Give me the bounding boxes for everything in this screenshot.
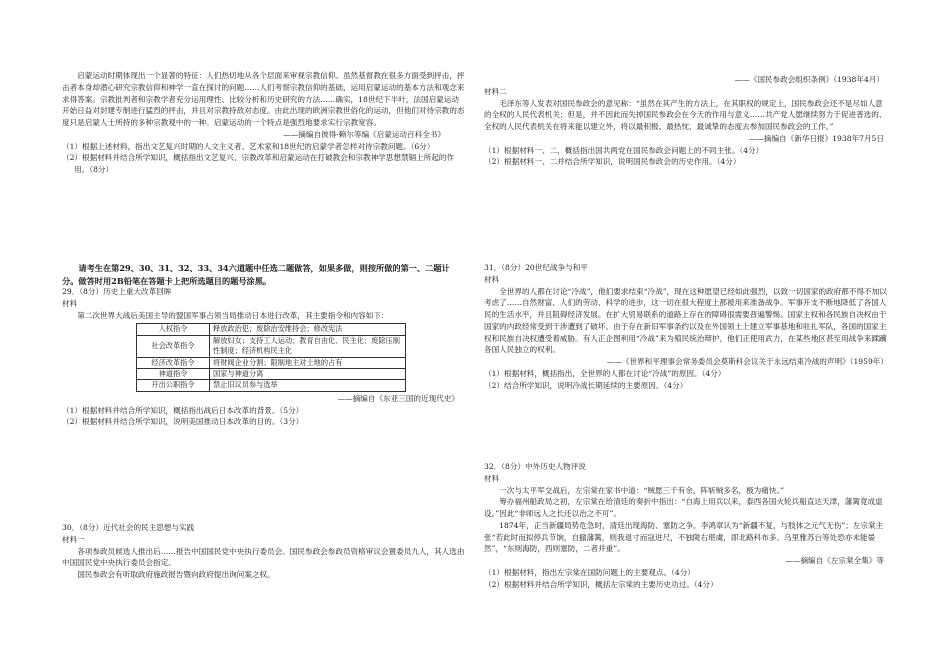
enlightenment-question-1: （1）根据上述材料，指出文艺复兴时期的人文主义者、艺术家和18世纪的启蒙学者怎样对待宗教问题。（6分）: [62, 141, 435, 151]
elective-instruction-block: [62, 262, 465, 287]
q32-source: ——摘编自《左宗棠全集》等: [785, 556, 884, 566]
q29-intro: 第二次世界大战后美国主导的盟国军事占领当局推动日本进行改革，其主要指令和内容如下：: [77, 310, 389, 320]
reform-content: 禁止旧议员参与选举: [210, 380, 406, 391]
reform-table: [136, 323, 406, 392]
elective-instruction: 请考生在第29、30、31、32、33、34六道题中任选二题做答，如果多做，则按所做的第一、二题计分。做答时用2B铅笔在答题卡上把所选题目的题号涂黑。: [62, 263, 450, 286]
table-row: [137, 357, 406, 368]
q29-question-2: （2）根据材料并结合所学知识，说明美国推动日本改革的目的。（3分）: [62, 417, 304, 427]
q32-question-1: （1）根据材料，指出左宗棠在国防问题上的主要观点。（4分）: [484, 567, 695, 577]
q30-title: 30．（8分）近代社会的民主思想与实践: [62, 523, 195, 532]
q31-paragraph: 全世界的人都在讨论“冷战”，他们要求结束“冷战”，现在这种愿望已经如此强烈，以致一切国家的政府都不得不加以考虑了……自然财富、人们的劳动、科学的进步，这一切在很大程度上都被用来准备战争。军事开支不断地降低了各国人民的生活水平，并且阻碍经济发展。在扩大贸易联系的道路上存在的障碍很需要普遍警惕。国家主权和各民族自决权由于国家的内政经常受到干涉遭到了破坏。由于存在新旧军事条约以及在外国领土上建立军事基地和驻扎军队，各国的国家主权和民族自决权遭受着威胁。有人正企图利用“冷战”来为殖民统治辩护，他们正使用武力，在某些地区甚至用战争来蹂躏各国人民独立的权利。: [484, 286, 887, 355]
enlightenment-question-2: （2）根据材料并结合所学知识，概括指出文艺复兴、宗教改革和启蒙运动在打破教会和宗教神学思想禁锢上所起的作用。（8分）: [62, 153, 455, 175]
q30-source-1: ——《国民参政会组织条例》（1938年4月）: [734, 75, 884, 84]
question-30: [62, 522, 465, 581]
q30-paragraph-1: 各项参政员候选人推出后……报告中国国民党中央执行委员会。国民参政会参政员资格审议会置委员九人，其人选由中国国民党中央执行委员会指定。: [62, 546, 465, 568]
reform-content: 国家与神道分离: [210, 369, 406, 380]
reform-name: 社会改革指令: [137, 335, 210, 357]
table-row: [137, 324, 406, 335]
q32-question-2: （2）根据材料并结合所学知识，概括左宗棠的主要历史功过。（4分）: [484, 579, 718, 589]
reform-name: 经济改革指令: [137, 357, 210, 368]
question-29: [62, 286, 465, 428]
enlightenment-paragraph: 启蒙运动时期体现出一个显著的特征：人们热切地从各个层面来审视宗教信仰。虽然基督教在很多方面受到抨击，抨击者本身却潜心研究宗教信仰和神学一直在探讨的问题……人们考察宗教信仰的基础，运用启蒙运动的基本方法和观念来求得答案。宗教批判者和宗教学者充分运用理性、比较分析和历史研究的方法……确实，18世纪下半叶，法国启蒙运动开始日益对封建专制进行猛烈的抨击，并且对宗教持敌对态度。由此出现的欧洲宗教世俗化的运动，但他们对待宗教的态度只是启蒙人士所持的多种宗教观中的一种。启蒙运动的一个特点是强烈地要求实行宗教宽容。: [62, 71, 465, 128]
reform-name: 开出公职指令: [137, 380, 210, 391]
reform-name: 神道指令: [137, 369, 210, 380]
question-31: [484, 262, 888, 391]
q31-question-1: （1）根据材料，概括指出，全世界的人都在讨论“冷战”的原因。（4分）: [484, 368, 726, 378]
table-row: [137, 369, 406, 380]
enlightenment-source: ——摘编自彼得·赖尔等编《启蒙运动百科全书》: [283, 129, 445, 139]
table-row: [137, 335, 406, 357]
q29-title: 29．（8分）历史上重大改革回眸: [62, 287, 172, 296]
question-30-continued: [484, 74, 888, 168]
q30-question-1: （1）根据材料一、二，概括指出国共两党在国民参政会问题上的不同主张。（4分）: [484, 145, 764, 155]
q30-question-2: （2）根据材料一、二并结合所学知识，说明国民参政会的历史作用。（4分）: [484, 157, 741, 167]
q29-source: ——摘编自《东亚三国的近现代史》: [337, 393, 459, 403]
q30-material-2-paragraph: 毛泽东等人发表对国民参政会的意见称：“虽然在其产生的方法上，在其职权的规定上，国民参政会还不是尽如人意的全权的人民代表机关；但是，并不因此而失掉国民参政会在今天的作用与意义……共产党人愿继续努力于促进普选的、全权的人民代表机关在将来能以建立外，将以最积极、最热忱、最诚挚的态度去参加国民参政会的工作。”: [484, 98, 887, 132]
q32-title: 32．（8分）中外历史人物评说: [484, 462, 586, 471]
q30-paragraph-2: 国民参政会有听取政府施政报告暨向政府提出询问案之权。: [77, 570, 275, 580]
table-row: [137, 380, 406, 391]
q31-title: 31．（8分）20世纪战争与和平: [484, 263, 588, 272]
q30-material-2-label: 材料二: [484, 86, 507, 96]
reform-content: 解放妇女；支持工人运动；教育自由化、民主化；废除压制性制度；经济机构民主化: [210, 335, 406, 357]
q29-question-1: （1）根据材料并结合所学知识，概括指出战后日本改革的背景。（5分）: [62, 405, 304, 415]
q32-material-label: 材料: [484, 473, 500, 483]
reform-name: 人权指令: [137, 324, 210, 335]
q32-paragraph-2: 筹办福州船政局之初，左宗棠在给清廷的奏折中指出：“自海上用兵以来，泰西各国火轮兵船直达天津，藩篱竟成虚设。”因此“非师远人之长还以治之不可”。: [484, 497, 883, 519]
q31-source: ——《世界和平理事会常务委员会莫斯科会议关于永远结束冷战的声明》（1959年）: [606, 357, 888, 367]
question-32: [484, 461, 888, 590]
reform-content: 释放政治犯；废除治安维持会；修改宪法: [210, 324, 406, 335]
q31-material-label: 材料: [484, 274, 500, 284]
q32-paragraph-1: 一次与太平军交战后，左宗棠在家书中道：“贼愿三千有余，阵斩贼多名，极为痛快。”: [499, 485, 785, 495]
q31-question-2: （2）结合所学知识，说明冷战长期延续的主要原因。（4分）: [484, 380, 688, 390]
q30-source-2: ——摘编自《新华日报》1938年7月5日: [748, 133, 884, 143]
q30-material-label: 材料一: [62, 534, 85, 544]
enlightenment-section: [62, 70, 465, 176]
reform-content: 将财阀企业分割；限制地主对土地的占有: [210, 357, 406, 368]
q29-material-label: 材料: [62, 298, 78, 308]
q32-paragraph-3: 1874年，正当新疆局势危急时，清廷出现海防、塞防之争。李鸿章认为“新疆不复，与肢体之元气无伤”；左宗棠主张“若此时而拟停兵节饷，自撤藩篱，则我退寸而寇进尺，不独陇右堪虞，即北路科布多、乌里雅苏台等处恐亦未能晏然”，“东则海防，西则塞防，二者并重”。: [484, 520, 884, 554]
